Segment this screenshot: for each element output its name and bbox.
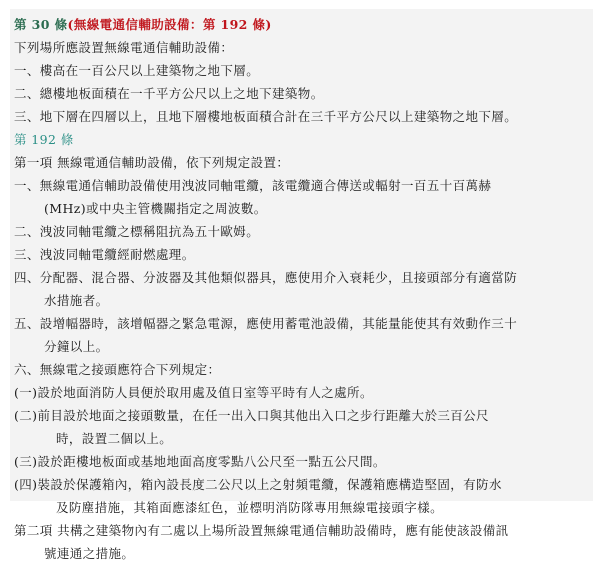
- item-1-line-2: (MHz)或中央主管機關指定之周波數。: [44, 201, 267, 216]
- paragraph-2-line-1: 第二項 共構之建築物內有二處以上場所設置無線電通信輔助設備時，應有能使該設備訊: [14, 523, 509, 538]
- document-page: [10, 9, 593, 561]
- article-30-heading: [14, 13, 589, 36]
- article-30-title: 第 30 條: [14, 17, 68, 32]
- paragraph-1-intro: 第一項 無線電通信輔助設備，依下列規定設置：: [14, 155, 290, 170]
- sub-item-4-line-2: 及防塵措施，其箱面應漆紅色，並標明消防隊專用無線電接頭字樣。: [56, 500, 444, 515]
- item-4-line-1: 四、分配器、混合器、分波器及其他類似器具，應使用介入衰耗少，且接頭部分有適當防: [14, 270, 518, 285]
- document-body: [14, 13, 589, 565]
- item-3: 三、洩波同軸電纜經耐燃處理。: [14, 247, 195, 262]
- item-5-line-1: 五、設增幅器時，該增幅器之緊急電源，應使用蓄電池設備，其能量能使其有效動作三十: [14, 316, 518, 331]
- article-30-intro: 下列場所應設置無線電通信輔助設備：: [14, 40, 234, 55]
- paragraph-2-line-2: 號連通之措施。: [44, 546, 135, 561]
- sub-item-2-line-1: (二)前目設於地面之接頭數量，在任一出入口與其他出入口之步行距離大於三百公尺: [14, 408, 489, 423]
- item-1-line-1: 一、無線電通信輔助設備使用洩波同軸電纜，該電纜適合傳送或輻射一百五十百萬赫: [14, 178, 492, 193]
- item-2: 二、洩波同軸電纜之標稱阻抗為五十歐姆。: [14, 224, 260, 239]
- sub-item-1: (一)設於地面消防人員便於取用處及值日室等平時有人之處所。: [14, 385, 373, 400]
- item-5-line-2: 分鐘以上。: [44, 339, 109, 354]
- item-4-line-2: 水措施者。: [44, 293, 109, 308]
- article-30-item-3: 三、地下層在四層以上，且地下層樓地板面積合計在三千平方公尺以上建築物之地下層。: [14, 109, 518, 124]
- article-30-reference: (無線電通信輔助設備：第 192 條): [67, 17, 272, 32]
- sub-item-2-line-2: 時，設置二個以上。: [56, 431, 173, 446]
- article-30-item-2: 二、總樓地板面積在一千平方公尺以上之地下建築物。: [14, 86, 324, 101]
- article-30-item-1: 一、樓高在一百公尺以上建築物之地下層。: [14, 63, 260, 78]
- sub-item-4-line-1: (四)裝設於保護箱內，箱內設長度二公尺以上之射頻電纜，保護箱應構造堅固，有防水: [14, 477, 502, 492]
- sub-item-3: (三)設於距樓地板面或基地地面高度零點八公尺至一點五公尺間。: [14, 454, 386, 469]
- item-6: 六、無線電之接頭應符合下列規定：: [14, 362, 221, 377]
- article-192-heading: 第 192 條: [14, 132, 74, 147]
